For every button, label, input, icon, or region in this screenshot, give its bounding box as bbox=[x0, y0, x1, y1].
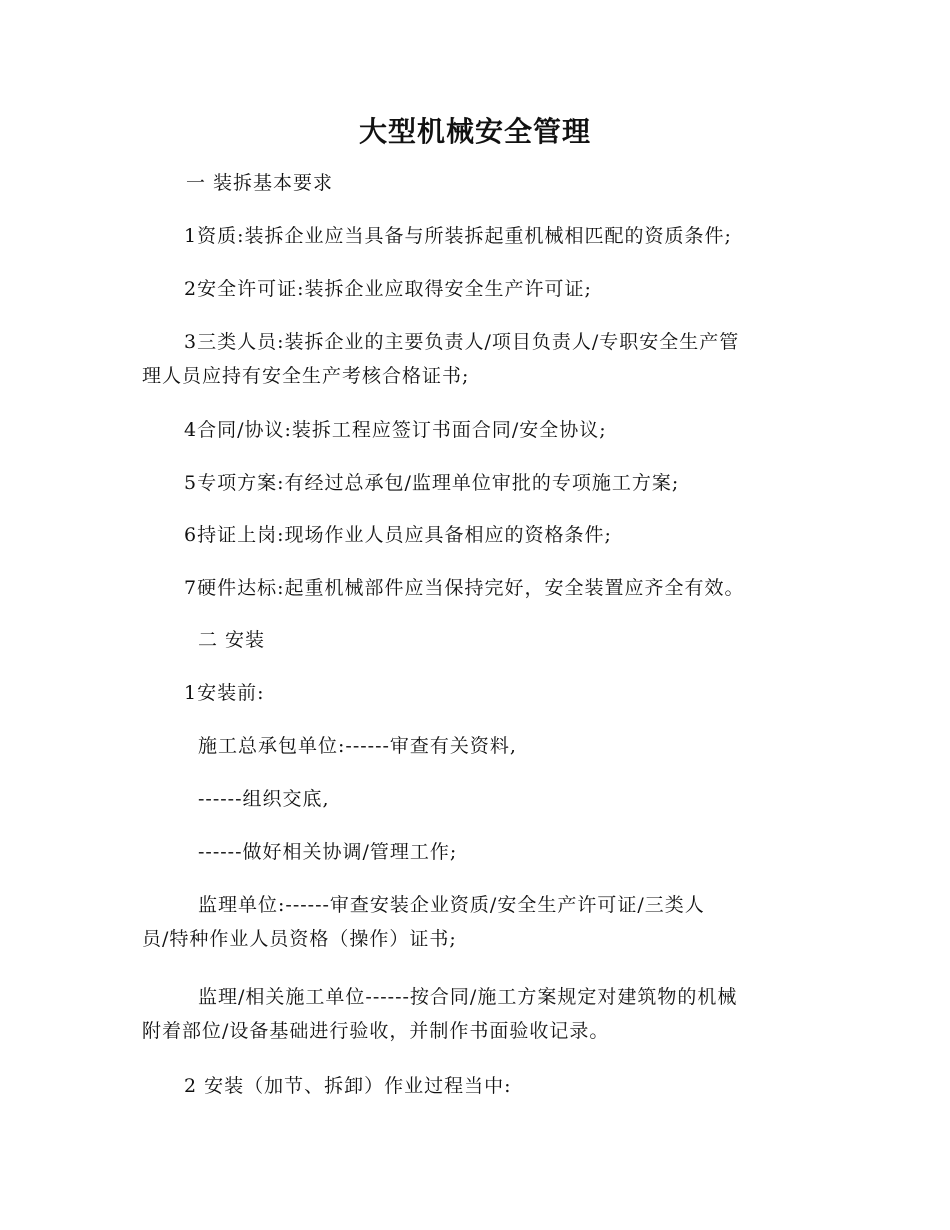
general-contractor-review: 施工总承包单位:------审查有关资料, bbox=[198, 735, 517, 757]
section-heading-disassembly-requirements: 一 装拆基本要求 bbox=[186, 172, 334, 194]
section-heading-installation: 二 安装 bbox=[198, 629, 266, 651]
requirement-safety-permit: 2安全许可证:装拆企业应取得安全生产许可证; bbox=[184, 278, 592, 300]
requirement-special-plan: 5专项方案:有经过总承包/监理单位审批的专项施工方案; bbox=[184, 472, 680, 494]
requirement-contract: 4合同/协议:装拆工程应签订书面合同/安全协议; bbox=[184, 419, 607, 441]
requirement-certified-workers: 6持证上岗:现场作业人员应具备相应的资格条件; bbox=[184, 524, 612, 546]
installation-process-heading: 2 安装（加节、拆卸）作业过程当中: bbox=[184, 1075, 512, 1097]
installation-before-heading: 1安装前: bbox=[184, 682, 265, 704]
requirement-three-types-personnel bbox=[142, 325, 739, 393]
supervisor-review bbox=[142, 888, 705, 956]
supervisor-review-line-2: 员/特种作业人员资格（操作）证书; bbox=[142, 928, 457, 950]
general-contractor-coordination: ------做好相关协调/管理工作; bbox=[198, 841, 458, 863]
document-title: 大型机械安全管理 bbox=[358, 115, 591, 148]
general-contractor-briefing: ------组织交底, bbox=[198, 788, 330, 810]
requirement-qualification: 1资质:装拆企业应当具备与所装拆起重机械相匹配的资质条件; bbox=[184, 225, 732, 247]
foundation-acceptance-line-1: 监理/相关施工单位------按合同/施工方案规定对建筑物的机械 bbox=[198, 986, 738, 1008]
requirement-hardware: 7硬件达标:起重机械部件应当保持完好，安全装置应齐全有效。 bbox=[184, 577, 745, 599]
requirement-three-types-line-2: 理人员应持有安全生产考核合格证书; bbox=[142, 365, 470, 387]
foundation-acceptance-line-2: 附着部位/设备基础进行验收，并制作书面验收记录。 bbox=[142, 1020, 610, 1042]
foundation-acceptance bbox=[142, 980, 737, 1048]
supervisor-review-line-1: 监理单位:------审查安装企业资质/安全生产许可证/三类人 bbox=[198, 894, 705, 916]
requirement-three-types-line-1: 3三类人员:装拆企业的主要负责人/项目负责人/专职安全生产管 bbox=[184, 331, 740, 353]
